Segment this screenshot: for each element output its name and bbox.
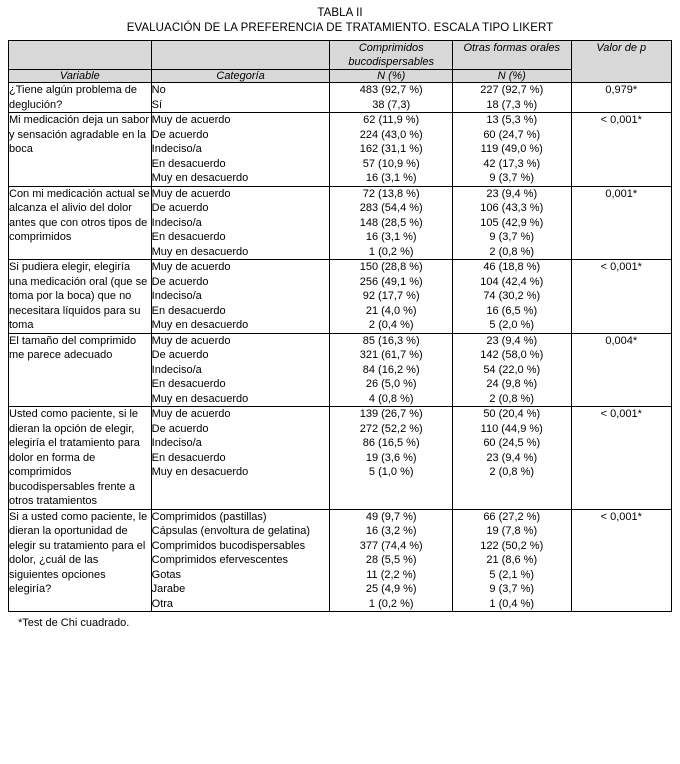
value-cell: 57 (10,9 %): [362, 157, 420, 170]
row-variable: Si a usted como paciente, le dieran la oportunidad de elegir su tratamiento para el dolor, ¿cuál de las siguientes opciones elegiría?: [9, 509, 152, 612]
value-cell: 25 (4,9 %): [365, 583, 417, 595]
value-cell: 16 (3,1 %): [365, 172, 417, 184]
category-label: Gotas: [151, 568, 181, 581]
row-categories: [151, 186, 330, 260]
category-label: Muy en desacuerdo: [151, 466, 249, 478]
row-variable: El tamaño del comprimido me parece adecuado: [9, 333, 152, 407]
value-cell: 23 (9,4 %): [486, 187, 538, 200]
column-header-n1: N (%): [330, 70, 453, 83]
value-cell: 9 (3,7 %): [489, 172, 535, 184]
value-cell: 92 (17,7 %): [362, 290, 420, 302]
value-cell: 16 (3,1 %): [365, 231, 417, 243]
table-row: [9, 186, 672, 260]
category-label: Indeciso/a: [151, 143, 202, 155]
group-header-blank-variable: [9, 41, 152, 70]
category-label: Sí: [151, 98, 163, 111]
row-values-otras-formas: [452, 509, 571, 612]
row-values-comprimidos: [330, 333, 453, 407]
category-label: Muy de acuerdo: [151, 114, 231, 126]
value-cell: 139 (26,7 %): [359, 408, 423, 420]
category-label: No: [151, 84, 166, 96]
likert-table: [8, 40, 672, 612]
value-cell: 2 (0,8 %): [489, 245, 535, 258]
row-values-otras-formas: [452, 333, 571, 407]
row-categories: [151, 260, 330, 334]
value-cell: 104 (42,4 %): [480, 275, 544, 288]
value-cell: 16 (6,5 %): [486, 304, 538, 317]
table-row: [9, 509, 672, 612]
row-p-value: 0,001*: [571, 186, 671, 260]
value-cell: 272 (52,2 %): [359, 422, 423, 435]
category-label: En desacuerdo: [151, 451, 226, 464]
row-values-comprimidos: [330, 186, 453, 260]
value-cell: 19 (7,8 %): [486, 525, 538, 537]
category-label: En desacuerdo: [151, 157, 226, 170]
value-cell: 28 (5,5 %): [365, 554, 417, 566]
row-p-value: < 0,001*: [571, 260, 671, 334]
value-cell: 224 (43,0 %): [359, 128, 423, 141]
value-cell: 46 (18,8 %): [483, 261, 541, 273]
value-cell: 162 (31,1 %): [359, 143, 423, 155]
category-label: Comprimidos (pastillas): [151, 510, 267, 523]
category-label: Indeciso/a: [151, 216, 202, 229]
value-cell: 150 (28,8 %): [359, 261, 423, 273]
category-label: De acuerdo: [151, 202, 209, 214]
row-p-value: 0,979*: [571, 83, 671, 113]
table-title: EVALUACIÓN DE LA PREFERENCIA DE TRATAMIENTO. ESCALA TIPO LIKERT: [126, 22, 554, 34]
category-label: De acuerdo: [151, 275, 209, 288]
row-categories: [151, 333, 330, 407]
table-row: [9, 113, 672, 187]
value-cell: 84 (16,2 %): [362, 363, 420, 376]
table-footnote: *Test de Chi cuadrado.: [18, 617, 130, 629]
row-variable: Si pudiera elegir, elegiría una medicación oral (que se toma por la boca) que no necesitara líquidos para su toma: [9, 260, 152, 334]
table-caption: [8, 6, 672, 36]
category-label: Otra: [151, 597, 174, 610]
category-label: Muy en desacuerdo: [151, 319, 249, 331]
category-label: Muy en desacuerdo: [151, 172, 249, 184]
value-cell: 2 (0,8 %): [489, 392, 535, 405]
value-cell: 1 (0,4 %): [489, 597, 535, 610]
category-label: Comprimidos bucodispersables: [151, 539, 306, 552]
value-cell: 119 (49,0 %): [480, 143, 543, 155]
value-cell: 72 (13,8 %): [362, 187, 420, 200]
value-cell: 148 (28,5 %): [359, 216, 423, 229]
value-cell: 38 (7,3): [372, 98, 411, 111]
table-number: TABLA II: [317, 7, 363, 19]
value-cell: 18 (7,3 %): [486, 98, 538, 111]
row-variable: Mi medicación deja un sabor y sensación agradable en la boca: [9, 113, 152, 187]
row-values-otras-formas: [452, 186, 571, 260]
category-label: De acuerdo: [151, 349, 209, 361]
value-cell: 106 (43,3 %): [480, 202, 544, 214]
value-cell: 9 (3,7 %): [489, 231, 535, 243]
value-cell: 5 (2,0 %): [489, 319, 535, 331]
table-group-header-row: [9, 41, 672, 70]
value-cell: 24 (9,8 %): [486, 378, 538, 390]
row-p-value: < 0,001*: [571, 113, 671, 187]
category-label: Indeciso/a: [151, 437, 202, 449]
category-label: Muy de acuerdo: [151, 261, 231, 273]
row-values-comprimidos: [330, 509, 453, 612]
value-cell: 60 (24,5 %): [483, 437, 541, 449]
value-cell: 283 (54,4 %): [359, 202, 423, 214]
value-cell: 1 (0,2 %): [368, 597, 414, 610]
category-label: Comprimidos efervescentes: [151, 554, 288, 566]
value-cell: 66 (27,2 %): [483, 510, 541, 523]
value-cell: 11 (2,2 %): [366, 568, 417, 581]
row-variable: ¿Tiene algún problema de deglución?: [9, 83, 152, 113]
row-values-otras-formas: [452, 113, 571, 187]
group-header-blank-categoria: [151, 41, 330, 70]
row-categories: [151, 83, 330, 113]
row-values-otras-formas: [452, 407, 571, 510]
value-cell: 1 (0,2 %): [368, 245, 414, 258]
value-cell: 60 (24,7 %): [483, 128, 541, 141]
value-cell: 9 (3,7 %): [489, 583, 535, 595]
category-label: Muy de acuerdo: [151, 187, 231, 200]
row-categories: [151, 509, 330, 612]
row-values-comprimidos: [330, 407, 453, 510]
row-variable: Usted como paciente, si le dieran la opción de elegir, elegiría el tratamiento para dolor en forma de comprimidos bucodispersables frente a otros tratamientos: [9, 407, 152, 510]
row-values-otras-formas: [452, 83, 571, 113]
value-cell: 19 (3,6 %): [365, 451, 417, 464]
category-label: En desacuerdo: [151, 378, 226, 390]
category-label: Indeciso/a: [151, 290, 202, 302]
value-cell: 23 (9,4 %): [486, 451, 538, 464]
value-cell: 5 (2,1 %): [489, 568, 535, 581]
row-categories: [151, 407, 330, 510]
value-cell: 5 (1,0 %): [368, 466, 414, 478]
group-header-otras-formas: Otras formas orales: [452, 41, 571, 70]
value-cell: 377 (74,4 %): [359, 539, 423, 552]
category-label: Muy en desacuerdo: [151, 245, 249, 258]
value-cell: 256 (49,1 %): [359, 275, 423, 288]
category-label: De acuerdo: [151, 128, 209, 141]
row-variable: Con mi medicación actual se alcanza el alivio del dolor antes que con otros tipos de comprimidos: [9, 186, 152, 260]
row-p-value: < 0,001*: [571, 407, 671, 510]
value-cell: 2 (0,4 %): [368, 319, 414, 331]
row-values-otras-formas: [452, 260, 571, 334]
column-header-variable: Variable: [9, 70, 152, 83]
value-cell: 85 (16,3 %): [362, 334, 420, 347]
value-cell: 13 (5,3 %): [486, 114, 538, 126]
row-values-comprimidos: [330, 113, 453, 187]
table-row: [9, 83, 672, 113]
column-header-valor-p: Valor de p: [571, 41, 671, 83]
value-cell: 16 (3,2 %): [365, 525, 417, 537]
value-cell: 122 (50,2 %): [480, 539, 544, 552]
category-label: Muy de acuerdo: [151, 334, 231, 347]
column-header-categoria: Categoría: [151, 70, 330, 83]
value-cell: 62 (11,9 %): [363, 114, 420, 126]
value-cell: 110 (44,9 %): [480, 422, 543, 435]
column-header-n2: N (%): [452, 70, 571, 83]
group-header-comprimidos: Comprimidos bucodispersables: [330, 41, 453, 70]
category-label: Jarabe: [151, 583, 186, 595]
category-label: Muy en desacuerdo: [151, 392, 249, 405]
value-cell: 26 (5,0 %): [365, 378, 417, 390]
category-label: En desacuerdo: [151, 304, 226, 317]
value-cell: 321 (61,7 %): [359, 349, 423, 361]
value-cell: 86 (16,5 %): [362, 437, 420, 449]
row-p-value: 0,004*: [571, 333, 671, 407]
category-label: De acuerdo: [151, 422, 209, 435]
value-cell: 49 (9,7 %): [365, 510, 417, 523]
value-cell: 105 (42,9 %): [480, 216, 544, 229]
category-label: Cápsulas (envoltura de gelatina): [151, 525, 311, 537]
value-cell: 54 (22,0 %): [483, 363, 541, 376]
table-row: [9, 407, 672, 510]
row-categories: [151, 113, 330, 187]
value-cell: 21 (8,6 %): [486, 554, 538, 566]
value-cell: 21 (4,0 %): [365, 304, 417, 317]
row-values-comprimidos: [330, 83, 453, 113]
value-cell: 74 (30,2 %): [483, 290, 541, 302]
value-cell: 483 (92,7 %): [359, 84, 423, 96]
category-label: Indeciso/a: [151, 363, 202, 376]
category-label: Muy de acuerdo: [151, 408, 231, 420]
value-cell: 227 (92,7 %): [480, 84, 544, 96]
value-cell: 23 (9,4 %): [486, 334, 538, 347]
value-cell: 42 (17,3 %): [483, 157, 541, 170]
category-label: En desacuerdo: [151, 231, 226, 243]
table-row: [9, 333, 672, 407]
table-row: [9, 260, 672, 334]
row-p-value: < 0,001*: [571, 509, 671, 612]
row-values-comprimidos: [330, 260, 453, 334]
value-cell: 142 (58,0 %): [480, 349, 544, 361]
value-cell: 50 (20,4 %): [483, 408, 541, 420]
value-cell: 4 (0,8 %): [368, 392, 414, 405]
value-cell: 2 (0,8 %): [489, 466, 535, 478]
